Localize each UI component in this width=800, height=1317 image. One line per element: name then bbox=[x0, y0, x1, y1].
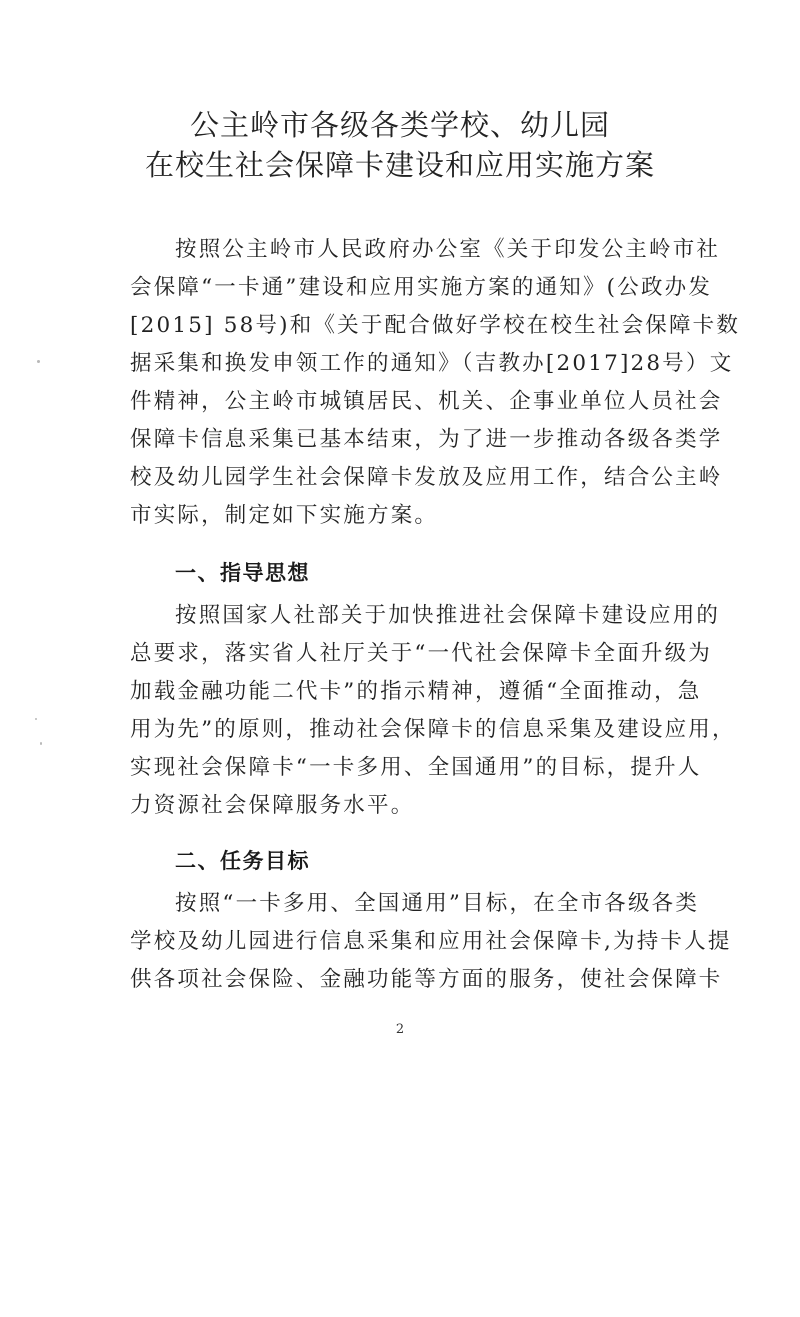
scan-speck bbox=[40, 742, 42, 745]
section-2-heading: 二、任务目标 bbox=[175, 849, 310, 873]
section-1-line: 实现社会保障卡“一卡多用、全国通用”的目标，提升人 bbox=[130, 755, 702, 780]
page-number: 2 bbox=[395, 1022, 405, 1037]
section-1-line: 加载金融功能二代卡”的指示精神，遵循“全面推动，急 bbox=[130, 679, 702, 704]
section-2-line: 学校及幼儿园进行信息采集和应用社会保障卡,为持卡人提 bbox=[130, 929, 732, 954]
intro-line: 市实际，制定如下实施方案。 bbox=[130, 503, 439, 528]
document-title-line-1: 公主岭市各级各类学校、幼儿园 bbox=[189, 108, 610, 142]
section-1-line: 用为先”的原则，推动社会保障卡的信息采集及建设应用， bbox=[130, 717, 736, 742]
section-2-line: 按照“一卡多用、全国通用”目标，在全市各级各类 bbox=[175, 891, 700, 916]
section-1-line: 总要求，落实省人社厅关于“一代社会保障卡全面升级为 bbox=[130, 641, 712, 666]
intro-line: 按照公主岭市人民政府办公室《关于印发公主岭市社 bbox=[175, 237, 721, 262]
scan-speck bbox=[37, 360, 40, 363]
intro-line: 会保障“一卡通”建设和应用实施方案的通知》(公政办发 bbox=[130, 275, 713, 300]
intro-line: 校及幼儿园学生社会保障卡发放及应用工作，结合公主岭 bbox=[130, 465, 723, 490]
scan-speck bbox=[35, 718, 37, 720]
section-1-heading: 一、指导思想 bbox=[175, 561, 310, 585]
section-2-line: 供各项社会保险、金融功能等方面的服务，使社会保障卡 bbox=[130, 967, 723, 992]
intro-line: [2015] 58号)和《关于配合做好学校在校生社会保障卡数 bbox=[130, 313, 741, 338]
intro-line: 保障卡信息采集已基本结束，为了进一步推动各级各类学 bbox=[130, 427, 723, 452]
section-1-line: 力资源社会保障服务水平。 bbox=[130, 793, 415, 818]
intro-line: 件精神，公主岭市城镇居民、机关、企事业单位人员社会 bbox=[130, 389, 723, 414]
section-1-line: 按照国家人社部关于加快推进社会保障卡建设应用的 bbox=[175, 603, 721, 628]
intro-line: 据采集和换发申领工作的通知》（吉教办[2017]28号）文 bbox=[130, 351, 734, 376]
document-title-line-2: 在校生社会保障卡建设和应用实施方案 bbox=[144, 148, 655, 182]
